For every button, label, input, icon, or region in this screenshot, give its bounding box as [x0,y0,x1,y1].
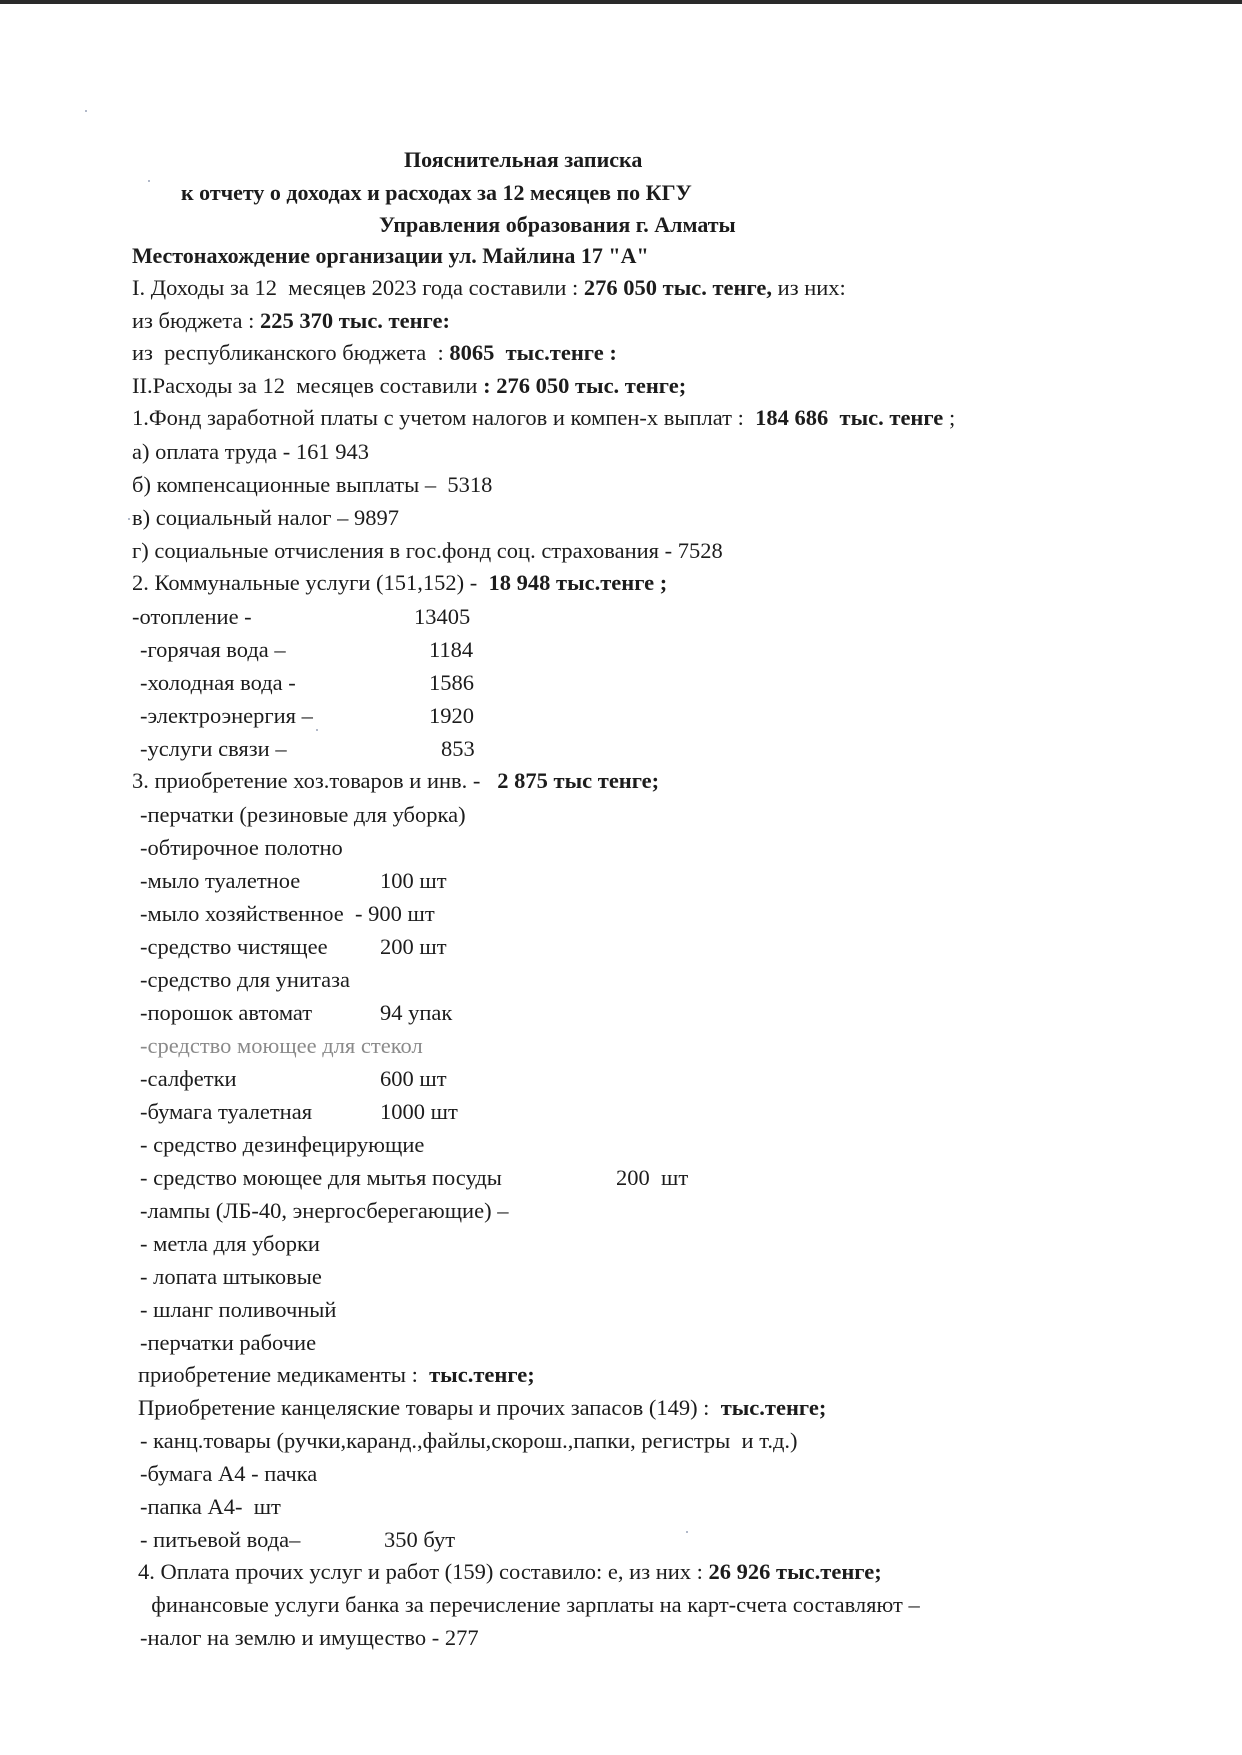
household-item: -бумага туалетная [140,1099,313,1124]
payroll-suffix: ; [943,405,956,430]
household-item-qty: 600 шт [380,1066,447,1091]
scan-speck [85,110,87,112]
payroll-line [132,405,955,431]
scan-speck [148,180,150,182]
utilities-total: 18 948 тыс.тенге ; [488,570,668,595]
utility-label: -электроэнергия – [140,703,313,728]
other-services-total: 26 926 тыс.тенге; [708,1559,882,1584]
office-supplies-value: тыс.тенге; [720,1395,827,1420]
scan-speck [686,1531,688,1533]
household-item: -средство моющее для стекол [140,1033,423,1058]
household-item-qty: 1000 шт [380,1099,458,1124]
expenses-total-line [132,373,686,399]
household-item: -средство для унитаза [140,967,350,992]
household-label: 3. приобретение хоз.товаров и инв. - [132,768,498,793]
household-item-qty: 100 шт [380,868,447,893]
household-item: -средство чистящее [140,934,328,959]
scan-top-edge [0,0,1242,4]
income-budget-line [132,308,450,334]
office-item: - канц.товары (ручки,каранд.,файлы,скорош.,папки, регистры и т.д.) [140,1428,798,1453]
household-item-qty: 200 шт [380,934,447,959]
organization-name: Управления образования г. Алматы [379,212,736,237]
utility-label: -холодная вода - [140,670,296,695]
household-item-qty: 94 упак [380,1000,453,1025]
utility-value: 1586 [429,670,474,695]
household-line [132,768,659,794]
household-item: -перчатки (резиновые для уборка) [140,802,466,827]
income-budget-label: из бюджета : [132,308,260,333]
utility-label: -услуги связи – [140,736,287,761]
income-republic-value: 8065 тыс.тенге : [449,340,617,365]
office-supplies-line [138,1395,826,1421]
water-value: 350 бут [384,1527,456,1552]
water-label: - питьевой вода– [140,1527,301,1552]
income-budget-value: 225 370 тыс. тенге: [259,308,450,333]
payroll-item: г) социальные отчисления в гос.фонд соц. страхования - 7528 [132,538,723,563]
medicine-line [138,1362,535,1388]
payroll-item: б) компенсационные выплаты – 5318 [132,472,493,497]
medicine-value: тыс.тенге; [429,1362,535,1387]
other-services-item: -налог на землю и имущество - 277 [140,1625,479,1650]
household-item: -мыло хозяйственное - 900 шт [140,901,435,926]
household-item: -лампы (ЛБ-40, энергосберегающие) – [140,1198,509,1223]
office-item: -папка А4- шт [140,1494,281,1519]
income-total: 276 050 тыс. тенге, [583,275,773,300]
other-services-label: 4. Оплата прочих услуг и работ (159) составило: е, из них : [138,1559,709,1584]
household-item: -порошок автомат [140,1000,313,1025]
payroll-item: в) социальный налог – 9897 [132,505,399,530]
income-republic-label: из республиканского бюджета : [132,340,450,365]
household-item: - средство дезинфецирующие [140,1132,425,1157]
income-label: I. Доходы за 12 месяцев 2023 года составили : [132,275,584,300]
document-subtitle: к отчету о доходах и расходах за 12 месяцев по КГУ [181,180,692,205]
household-item: - лопата штыковые [140,1264,322,1289]
expenses-total: : 276 050 тыс. тенге; [483,373,687,398]
household-item: -перчатки рабочие [140,1330,317,1355]
payroll-label: 1.Фонд заработной платы с учетом налогов и компен-х выплат : [132,405,756,430]
scan-speck [316,729,318,731]
utilities-line [132,570,667,596]
household-item: -мыло туалетное [140,868,301,893]
household-item: - метла для уборки [140,1231,320,1256]
household-item: - средство моющее для мытья посуды [140,1165,502,1190]
income-total-line [132,275,846,301]
expenses-label: II.Расходы за 12 месяцев составили [132,373,484,398]
income-republic-line [132,340,617,366]
income-suffix: из них: [772,275,846,300]
medicine-label: приобретение медикаменты : [138,1362,430,1387]
household-item: -обтирочное полотно [140,835,343,860]
organization-location: Местонахождение организации ул. Майлина 17 "А" [132,243,649,268]
utility-value: 1184 [429,637,474,662]
household-item-qty: 200 шт [616,1165,689,1190]
utility-value: 13405 [414,604,471,629]
document-title: Пояснительная записка [404,147,643,172]
payroll-item: а) оплата труда - 161 943 [132,439,369,464]
utility-value: 853 [441,736,475,761]
utility-value: 1920 [429,703,474,728]
household-total: 2 875 тыс тенге; [497,768,660,793]
office-supplies-label: Приобретение канцеляские товары и прочих запасов (149) : [138,1395,721,1420]
utilities-label: 2. Коммунальные услуги (151,152) - [132,570,489,595]
other-services-item: финансовые услуги банка за перечисление зарплаты на карт-счета составляют – [140,1592,920,1617]
household-item: -салфетки [140,1066,237,1091]
office-item: -бумага А4 - пачка [140,1461,318,1486]
household-item: - шланг поливочный [140,1297,337,1322]
utility-label: -горячая вода – [140,637,286,662]
payroll-total: 184 686 тыс. тенге [755,405,944,430]
scan-speck [128,518,130,520]
other-services-line [138,1559,882,1585]
utility-label: -отопление - [132,604,252,629]
